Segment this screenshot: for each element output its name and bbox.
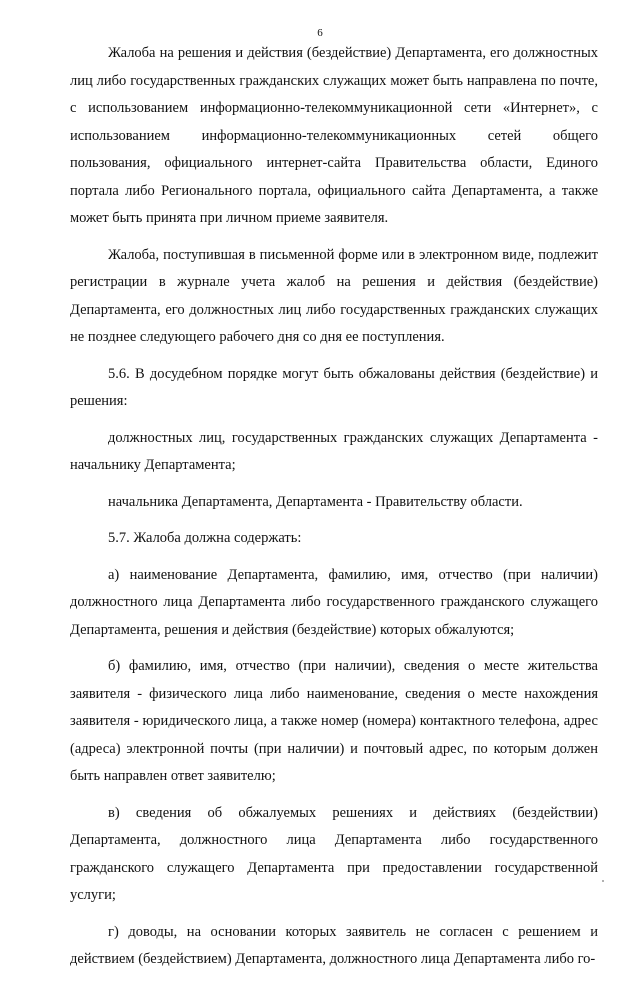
paragraph-item-b: б) фамилию, имя, отчество (при наличии), сведения о месте жительства заявителя - физического лица либо наименование, сведения о месте нахождения заявителя - юридического лица, а также номер (номера) контактного телефона, адрес (адреса) электронной почты (при наличии) и почтовый адрес, по которым должен быть направлен ответ заявителю;: [70, 658, 598, 784]
paragraph-section-5-6: 5.6. В досудебном порядке могут быть обжалованы действия (бездействие) и решения:: [70, 365, 598, 409]
page-number: 6: [317, 27, 323, 39]
paragraph-item-g: г) доводы, на основании которых заявитель не согласен с решением и действием (бездействием) Департамента, должностного лица Департамента либо го-: [70, 923, 598, 967]
document-body: [70, 40, 598, 983]
paragraph-officials-to-head: должностных лиц, государственных гражданских служащих Департамента - начальнику Департамента;: [70, 429, 598, 473]
paragraph-item-a: а) наименование Департамента, фамилию, имя, отчество (при наличии) должностного лица Департамента либо государственного гражданского служащего Департамента, решения и действия (бездействие) которых обжалуются;: [70, 566, 598, 638]
paragraph-complaint-registration: Жалоба, поступившая в письменной форме или в электронном виде, подлежит регистрации в журнале учета жалоб на решения и действия (бездействие) Департамента, его должностных лиц либо государственных гражданских служащих не позднее следующего рабочего дня со дня ее поступления.: [70, 246, 598, 345]
paragraph-item-v: в) сведения об обжалуемых решениях и действиях (бездействии) Департамента, должностного лица Департамента либо государственного гражданского служащего Департамента при предоставлении государственной услуги;: [70, 804, 598, 903]
paragraph-complaint-channels: Жалоба на решения и действия (бездействие) Департамента, его должностных лиц либо государственных гражданских служащих может быть направлена по почте, с использованием информационно-телекоммуникационной сети «Интернет», с использованием информационно-телекоммуникационных сетей общего пользования, официального интернет-сайта Правительства области, Единого портала либо Регионального портала, официального сайта Департамента, а также может быть принята при личном приеме заявителя.: [70, 45, 598, 226]
scan-speck: [602, 880, 604, 882]
paragraph-section-5-7: 5.7. Жалоба должна содержать:: [108, 530, 302, 546]
paragraph-head-to-government: начальника Департамента, Департамента - Правительству области.: [108, 493, 523, 510]
